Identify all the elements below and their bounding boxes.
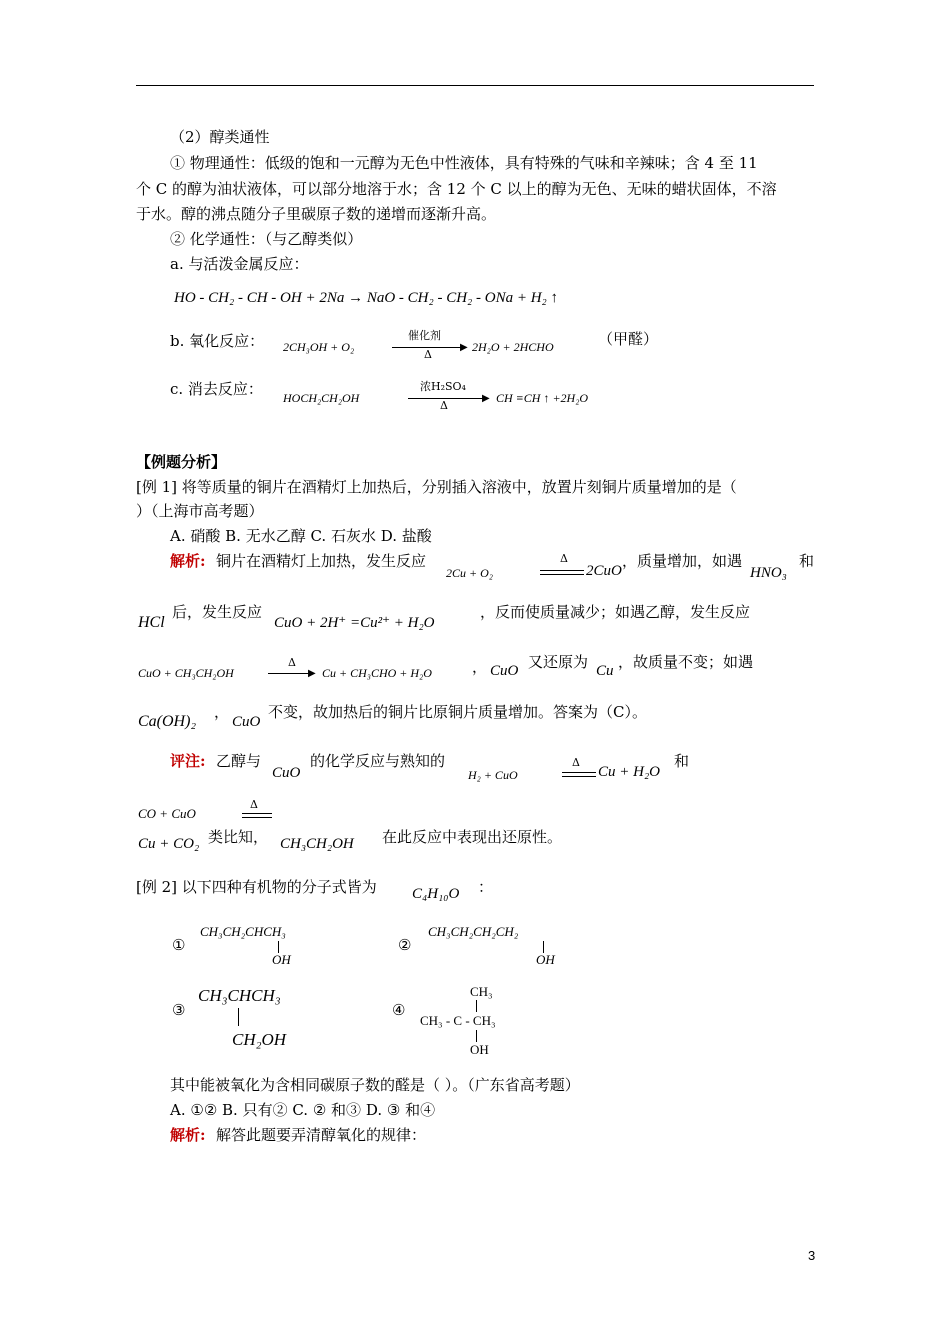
reaction-c-right: CH ≡CH ↑ +2H₂O <box>496 391 589 405</box>
reaction-a-equation: HO - CH₂ - CH - OH + 2Na → NaO - CH₂ - CH₂ - ONa + H₂ ↑ <box>174 290 559 306</box>
reaction-a-title: a. 与活泼金属反应： <box>170 255 309 273</box>
comment-eq1-left: H₂ + CuO <box>468 768 518 782</box>
molecule1-oh: OH <box>272 952 291 967</box>
comment-text1: 乙醇与 <box>216 752 262 770</box>
reaction-b-delta: Δ <box>424 348 432 361</box>
example2-analysis-text: 解答此题要弄清醇氧化的规律： <box>216 1126 427 1144</box>
formula-hcl: HCl <box>138 614 165 631</box>
molecule3-substituent: CH₂OH <box>232 1030 287 1049</box>
eq-cuo-ethanol-left: CuO + CH₃CH₂OH <box>138 666 234 680</box>
analysis-text4: ，反而使质量减少；如遇乙醇，发生反应 <box>480 603 751 621</box>
comment-label: 评注: <box>170 752 206 770</box>
comment-text4: 在此反应中表现出还原性。 <box>382 828 563 846</box>
example2-line: [例 2] 以下四种有机物的分子式皆为 <box>136 878 377 896</box>
comment-eq2-right: Cu + CO₂ <box>138 836 200 852</box>
eq-cu-o2-line2 <box>540 574 584 575</box>
analysis-text3: 后，发生反应 <box>172 603 263 621</box>
page-number: 3 <box>808 1248 816 1263</box>
example2-analysis-label: 解析: <box>170 1126 206 1144</box>
eq-cuo-ethanol-delta: Δ <box>288 656 296 669</box>
comment-text2: 的化学反应与熟知的 <box>310 752 446 770</box>
molecule4-number: ④ <box>392 1001 406 1019</box>
analysis-text7: 不变，故加热后的铜片比原铜片质量增加。答案为（C）。 <box>268 703 647 721</box>
molecule3-bond <box>238 1008 239 1026</box>
physical-props-line3: 于水。醇的沸点随分子里碳原子数的递增而逐渐升高。 <box>136 205 497 223</box>
reaction-b-left: 2CH₃OH + O₂ <box>283 340 355 354</box>
analysis-text2: ，质量增加，如遇 <box>622 552 743 570</box>
comment-eq2-line1 <box>242 813 272 814</box>
comment-and: 和 <box>674 752 690 770</box>
reaction-c-delta: Δ <box>440 399 448 412</box>
formula-hno3: HNO₃ <box>750 565 787 581</box>
eq-cu-o2-line1 <box>540 570 584 571</box>
formula-cu: Cu <box>596 663 614 679</box>
chemical-props-title: ② 化学通性：（与乙醇类似） <box>170 230 363 248</box>
analysis-text5: 又还原为 <box>528 653 589 671</box>
eq-cu-o2-left: 2Cu + O₂ <box>446 566 493 580</box>
example2-question: 其中能被氧化为含相同碳原子数的醛是（ ）。（广东省高考题） <box>170 1076 580 1094</box>
eq-cu-o2-right: 2CuO <box>586 563 622 579</box>
reaction-b-arrowhead: ▶ <box>460 342 468 353</box>
molecule1-number: ① <box>172 936 186 954</box>
example1-line1: [例 1] 将等质量的铜片在酒精灯上加热后，分别插入溶液中，放置片刻铜片质量增加的是（ <box>136 478 737 496</box>
eq-cu-o2-delta: Δ <box>560 552 568 565</box>
comment-eq1-line1 <box>562 772 596 773</box>
comment-eq2-line2 <box>242 817 272 818</box>
eq-cuo-acid: CuO + 2H⁺ =Cu²⁺ + H₂O <box>274 615 435 631</box>
physical-props-line2: 个 C 的醇为油状液体，可以部分地溶于水；含 12 个 C 以上的醇为无色、无味的蜡状固体，不溶 <box>136 180 777 198</box>
comment-eq1-right: Cu + H₂O <box>598 764 661 780</box>
molecule4-bottom: OH <box>470 1042 489 1057</box>
formula-caoh2: Ca(OH)₂ <box>138 713 196 730</box>
eq-cuo-ethanol-right: Cu + CH₃CHO + H₂O <box>322 666 432 680</box>
example2-colon: ： <box>478 878 494 896</box>
formula-cuo: CuO <box>490 663 519 679</box>
molecule4-bond-bottom <box>476 1030 477 1042</box>
section-title: （2）醇类通性 <box>170 128 270 146</box>
molecule1-chain: CH₃CH₂CHCH₃ <box>200 924 286 939</box>
molecule2-number: ② <box>398 936 412 954</box>
molecule4-bond-top <box>476 1000 477 1012</box>
analysis-text1: 铜片在酒精灯上加热，发生反应 <box>216 552 427 570</box>
example2-options: A. ①② B. 只有② C. ② 和③ D. ③ 和④ <box>170 1101 436 1119</box>
analysis-comma2: ， <box>214 703 230 721</box>
reaction-c-arrowhead: ▶ <box>482 393 490 404</box>
comment-cuo: CuO <box>272 765 301 781</box>
comment-eq1-delta: Δ <box>572 756 580 769</box>
comment-eq2-delta: Δ <box>250 798 258 811</box>
molecule2-oh: OH <box>536 952 555 967</box>
reaction-b-right: 2H₂O + 2HCHO <box>472 340 554 354</box>
example2-formula: C₄H₁₀O <box>412 886 460 902</box>
physical-props-line1: ① 物理通性：低级的饱和一元醇为无色中性液体，具有特殊的气味和辛辣味；含 4 至 11 <box>170 154 758 172</box>
molecule4-top: CH₃ <box>470 984 493 999</box>
eq-cuo-ethanol-arrowhead: ▶ <box>308 668 316 679</box>
reaction-b-note: （甲醛） <box>598 330 659 348</box>
molecule3-chain: CH₃CHCH₃ <box>198 986 281 1005</box>
analysis-label: 解析: <box>170 552 206 570</box>
reaction-c-catalyst: 浓H₂SO₄ <box>420 380 466 393</box>
eq-cuo-ethanol-arrow <box>268 673 312 674</box>
examples-heading: 【例题分析】 <box>136 453 227 471</box>
analysis-and: 和 <box>799 552 815 570</box>
molecule4-middle: CH₃ - C - CH₃ <box>420 1013 496 1028</box>
molecule3-number: ③ <box>172 1001 186 1019</box>
comment-eq2-left: CO + CuO <box>138 806 196 821</box>
header-rule <box>136 85 814 86</box>
reaction-c-title: c. 消去反应： <box>170 380 263 398</box>
comment-text3: 类比知， <box>208 828 269 846</box>
example1-options: A. 硝酸 B. 无水乙醇 C. 石灰水 D. 盐酸 <box>170 527 432 545</box>
molecule2-chain: CH₃CH₂CH₂CH₂ <box>428 924 519 939</box>
comment-ethanol: CH₃CH₂OH <box>280 836 354 852</box>
analysis-comma: ， <box>472 658 488 676</box>
example1-line2: ）（上海市高考题） <box>136 502 264 520</box>
reaction-b-title: b. 氧化反应： <box>170 332 265 350</box>
reaction-b-catalyst: 催化剂 <box>408 329 441 342</box>
reaction-c-left: HOCH₂CH₂OH <box>283 391 360 405</box>
comment-eq1-line2 <box>562 776 596 777</box>
formula-cuo2: CuO <box>232 714 261 730</box>
analysis-text6: ，故质量不变；如遇 <box>618 653 754 671</box>
